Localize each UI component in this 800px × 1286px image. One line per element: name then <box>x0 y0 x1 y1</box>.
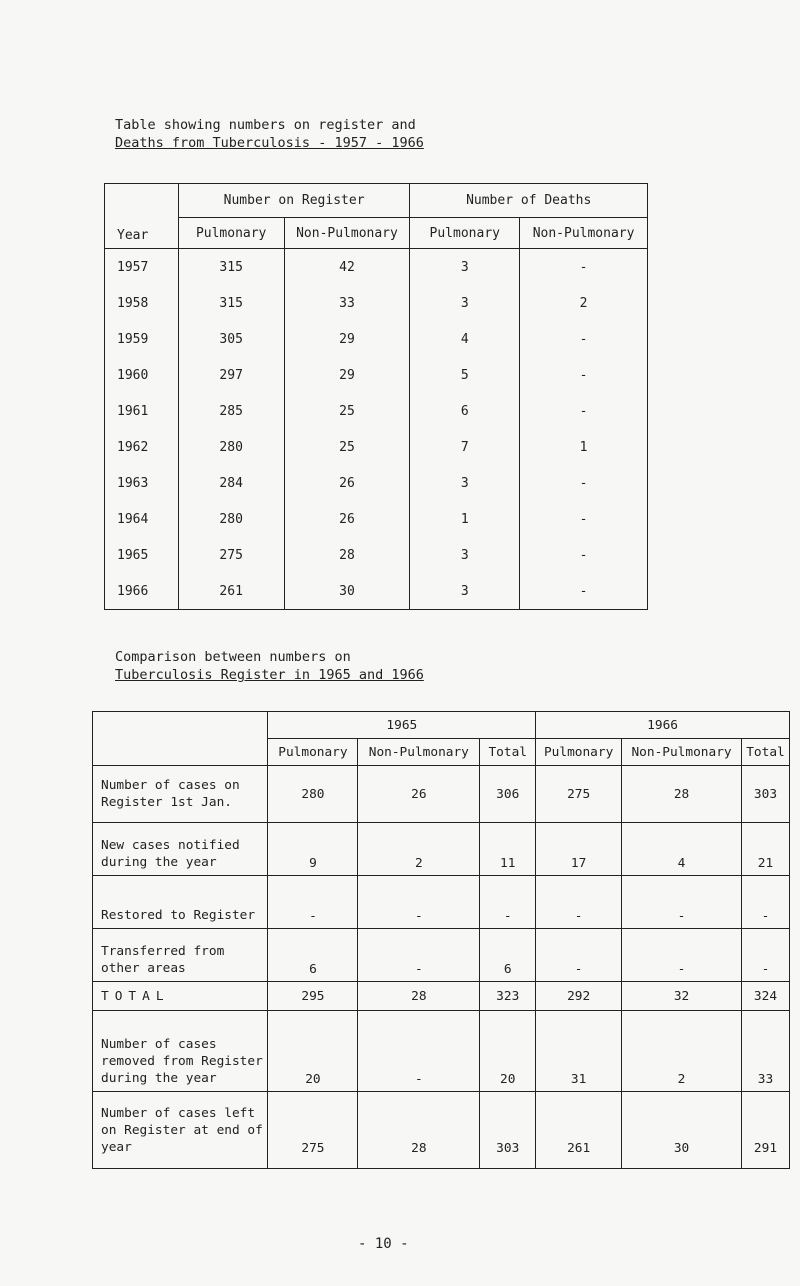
sub-header: Non-Pulmonary <box>284 218 410 249</box>
cell: 297 <box>178 357 284 393</box>
cell: 3 <box>410 249 520 286</box>
sub-header: Pulmonary <box>410 218 520 249</box>
cell: - <box>741 929 789 982</box>
year-cell: 1963 <box>105 465 179 501</box>
cell: - <box>536 876 622 929</box>
cell: 20 <box>480 1011 536 1092</box>
cell: - <box>358 876 480 929</box>
sub-header: Pulmonary <box>178 218 284 249</box>
table-row <box>105 357 648 393</box>
table-row <box>105 249 648 286</box>
row-label: TOTAL <box>93 982 268 1011</box>
cell: - <box>536 929 622 982</box>
cell: 21 <box>741 823 789 876</box>
cell: - <box>520 249 648 286</box>
cell: 2 <box>520 285 648 321</box>
cell: 1 <box>520 429 648 465</box>
register-comparison-table <box>92 711 790 1169</box>
cell: 20 <box>268 1011 358 1092</box>
cell: 33 <box>741 1011 789 1092</box>
cell: 275 <box>268 1092 358 1169</box>
cell: 6 <box>268 929 358 982</box>
cell: 42 <box>284 249 410 286</box>
cell: 323 <box>480 982 536 1011</box>
table-row <box>93 766 790 823</box>
year-cell: 1958 <box>105 285 179 321</box>
cell: 3 <box>410 285 520 321</box>
table-row <box>93 929 790 982</box>
row-label: Restored to Register <box>93 876 268 929</box>
year-cell: 1962 <box>105 429 179 465</box>
sub-header: Total <box>480 739 536 766</box>
cell: 26 <box>284 501 410 537</box>
cell: 31 <box>536 1011 622 1092</box>
cell: 3 <box>410 573 520 610</box>
cell: 315 <box>178 285 284 321</box>
table-row <box>105 465 648 501</box>
table2-title <box>115 648 424 684</box>
table2-title-line1: Comparison between numbers on <box>115 649 351 665</box>
sub-header: Pulmonary <box>268 739 358 766</box>
cell: 25 <box>284 429 410 465</box>
year-1965-header: 1965 <box>268 712 536 739</box>
cell: 275 <box>536 766 622 823</box>
cell: 306 <box>480 766 536 823</box>
cell: 29 <box>284 321 410 357</box>
cell: - <box>520 537 648 573</box>
cell: 305 <box>178 321 284 357</box>
table-row <box>93 823 790 876</box>
table-row <box>93 876 790 929</box>
cell: 9 <box>268 823 358 876</box>
cell: 315 <box>178 249 284 286</box>
sub-header: Non-Pulmonary <box>520 218 648 249</box>
register-header: Number on Register <box>178 184 410 218</box>
cell: 1 <box>410 501 520 537</box>
cell: 26 <box>284 465 410 501</box>
table1-title <box>115 116 424 152</box>
row-label: Number of cases on Register 1st Jan. <box>93 766 268 823</box>
cell: 7 <box>410 429 520 465</box>
cell: 292 <box>536 982 622 1011</box>
cell: - <box>520 465 648 501</box>
cell: 3 <box>410 537 520 573</box>
cell: 291 <box>741 1092 789 1169</box>
cell: 285 <box>178 393 284 429</box>
cell: - <box>480 876 536 929</box>
table-row <box>105 321 648 357</box>
year-cell: 1957 <box>105 249 179 286</box>
table-row <box>105 285 648 321</box>
cell: 30 <box>284 573 410 610</box>
cell: 32 <box>622 982 742 1011</box>
sub-header: Non-Pulmonary <box>622 739 742 766</box>
row-label: Number of cases left on Register at end of year <box>93 1092 268 1169</box>
cell: 2 <box>358 823 480 876</box>
table-row <box>93 1092 790 1169</box>
cell: 4 <box>410 321 520 357</box>
table-row <box>93 1011 790 1092</box>
year-cell: 1965 <box>105 537 179 573</box>
cell: 303 <box>480 1092 536 1169</box>
cell: 3 <box>410 465 520 501</box>
cell: 280 <box>178 429 284 465</box>
row-label: Number of cases removed from Register during the year <box>93 1011 268 1092</box>
year-cell: 1961 <box>105 393 179 429</box>
cell: - <box>520 393 648 429</box>
year-cell: 1964 <box>105 501 179 537</box>
table-row <box>105 393 648 429</box>
row-label: New cases notified during the year <box>93 823 268 876</box>
sub-header: Pulmonary <box>536 739 622 766</box>
cell: 11 <box>480 823 536 876</box>
table-row <box>105 537 648 573</box>
cell: - <box>520 321 648 357</box>
cell: 2 <box>622 1011 742 1092</box>
cell: - <box>741 876 789 929</box>
cell: - <box>268 876 358 929</box>
cell: 280 <box>268 766 358 823</box>
table-row-total <box>93 982 790 1011</box>
cell: 4 <box>622 823 742 876</box>
cell: 284 <box>178 465 284 501</box>
cell: 261 <box>536 1092 622 1169</box>
year-header: Year <box>105 184 179 249</box>
cell: 33 <box>284 285 410 321</box>
row-label: Transferred from other areas <box>93 929 268 982</box>
cell: 26 <box>358 766 480 823</box>
cell: - <box>358 929 480 982</box>
sub-header: Total <box>741 739 789 766</box>
table1-title-line1: Table showing numbers on register and <box>115 117 416 133</box>
year-cell: 1959 <box>105 321 179 357</box>
cell: - <box>520 501 648 537</box>
table-row <box>105 429 648 465</box>
cell: 17 <box>536 823 622 876</box>
cell: 261 <box>178 573 284 610</box>
cell: 5 <box>410 357 520 393</box>
cell: - <box>520 573 648 610</box>
table-row <box>105 501 648 537</box>
cell: 28 <box>622 766 742 823</box>
sub-header: Non-Pulmonary <box>358 739 480 766</box>
table-row <box>105 573 648 610</box>
cell: 28 <box>284 537 410 573</box>
year-cell: 1960 <box>105 357 179 393</box>
cell: 295 <box>268 982 358 1011</box>
cell: 28 <box>358 1092 480 1169</box>
cell: 6 <box>410 393 520 429</box>
table1-title-line2: Deaths from Tuberculosis - 1957 - 1966 <box>115 135 424 151</box>
page-number: - 10 - <box>358 1236 409 1252</box>
cell: - <box>520 357 648 393</box>
cell: - <box>622 876 742 929</box>
cell: 6 <box>480 929 536 982</box>
cell: 29 <box>284 357 410 393</box>
cell: 25 <box>284 393 410 429</box>
cell: 30 <box>622 1092 742 1169</box>
deaths-header: Number of Deaths <box>410 184 648 218</box>
table2-title-line2: Tuberculosis Register in 1965 and 1966 <box>115 667 424 683</box>
register-deaths-table <box>104 183 648 610</box>
blank-header <box>93 712 268 766</box>
cell: 28 <box>358 982 480 1011</box>
year-1966-header: 1966 <box>536 712 790 739</box>
cell: 324 <box>741 982 789 1011</box>
cell: 275 <box>178 537 284 573</box>
cell: 280 <box>178 501 284 537</box>
year-cell: 1966 <box>105 573 179 610</box>
cell: - <box>358 1011 480 1092</box>
cell: - <box>622 929 742 982</box>
cell: 303 <box>741 766 789 823</box>
